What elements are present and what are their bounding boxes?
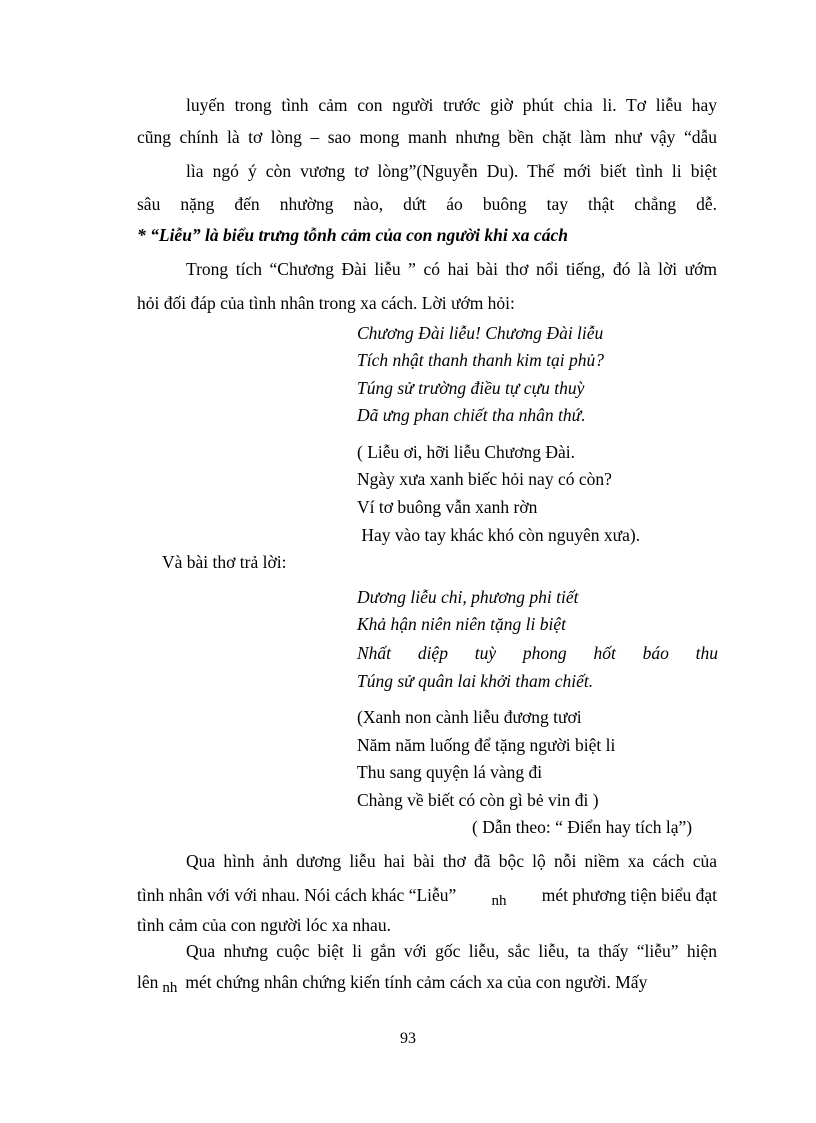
paragraph-3-line-2-end: mét phương tiện biểu đạt (541, 885, 717, 905)
paragraph-4-line-2-end: mét chứng nhân chứng kiến tính cảm cách xa của con người. Mấy (185, 972, 648, 992)
poem-2-viet-line-1: (Xanh non cành liễu đương tươi (357, 707, 582, 727)
poem-1-viet-line-1: ( Liễu ơi, hỡi liễu Chương Đài. (357, 442, 576, 462)
paragraph-3-line-2 (137, 884, 717, 909)
paragraph-3-line-1: Qua hình ảnh dương liễu hai bài thơ đã bộc lộ nỗi niềm xa cách của (186, 851, 717, 871)
poem-2-viet-line-4: Chàng về biết có còn gì bẻ vin đi ) (357, 790, 599, 810)
reply-intro: Và bài thơ trả lời: (162, 552, 287, 572)
paragraph-1-line-3: lìa ngó ý còn vương tơ lòng”(Nguyễn Du). Thế mới biết tình li biệt (186, 161, 717, 181)
poem-2-han-line-3: Nhất diệp tuỳ phong hốt báo thu (357, 643, 718, 663)
poem-1-viet-line-3: Ví tơ buông vẫn xanh rờn (357, 497, 538, 517)
page-number: 93 (400, 1030, 416, 1047)
paragraph-3-line-3: tình cảm của con người lóc xa nhau. (137, 915, 391, 935)
poem-2-han-line-4: Túng sử quân lai khởi tham chiết. (357, 671, 594, 691)
paragraph-4-line-1: Qua nhưng cuộc biệt li gắn với gốc liễu, sắc liễu, ta thấy “liễu” hiện (186, 941, 717, 961)
poem-1-han-line-1: Chương Đài liễu! Chương Đài liễu (357, 323, 604, 343)
poem-2-viet-line-3: Thu sang quyện lá vàng đi (357, 762, 543, 782)
paragraph-3-subscript: nh (491, 893, 507, 909)
paragraph-1-line-1: luyến trong tình cảm con người trước giờ phút chia li. Tơ liễu hay (186, 95, 717, 115)
citation: ( Dẫn theo: “ Điển hay tích lạ”) (472, 817, 693, 837)
paragraph-4-subscript: nh (162, 980, 178, 996)
paragraph-2-line-2: hỏi đối đáp của tình nhân trong xa cách. Lời ướm hỏi: (137, 293, 515, 313)
poem-1-han-line-3: Túng sử trường điều tự cựu thuỳ (357, 378, 585, 398)
poem-1-han-line-4: Dã ưng phan chiết tha nhân thứ. (357, 405, 586, 425)
poem-1-han-line-2: Tích nhật thanh thanh kim tại phủ? (357, 350, 604, 370)
paragraph-4-line-2-start: lên (137, 972, 159, 992)
poem-2-han-line-2: Khả hận niên niên tặng li biệt (357, 614, 567, 634)
paragraph-1-line-4: sâu nặng đến nhường nào, dứt áo buông tay thật chẳng dễ. (137, 194, 717, 214)
paragraph-4-line-2 (137, 971, 717, 996)
paragraph-3-line-2-start: tình nhân với với nhau. Nói cách khác “Liễu” (137, 885, 457, 905)
paragraph-1-line-2: cũng chính là tơ lòng – sao mong manh nhưng bền chặt làm như vậy “dẫu (137, 127, 717, 147)
poem-1-viet-line-2: Ngày xưa xanh biếc hỏi nay có còn? (357, 469, 612, 489)
poem-1-viet-line-4: Hay vào tay khác khó còn nguyên xưa). (357, 525, 641, 545)
poem-2-han-line-1: Dương liễu chi, phương phi tiết (357, 587, 579, 607)
poem-2-viet-line-2: Năm năm luống để tặng người biệt li (357, 735, 616, 755)
paragraph-2-line-1: Trong tích “Chương Đài liễu ” có hai bài thơ nổi tiếng, đó là lời ướm (186, 259, 717, 279)
section-heading: * “Liễu” là biểu trưng tỗnh cảm của con người khi xa cách (137, 225, 568, 245)
